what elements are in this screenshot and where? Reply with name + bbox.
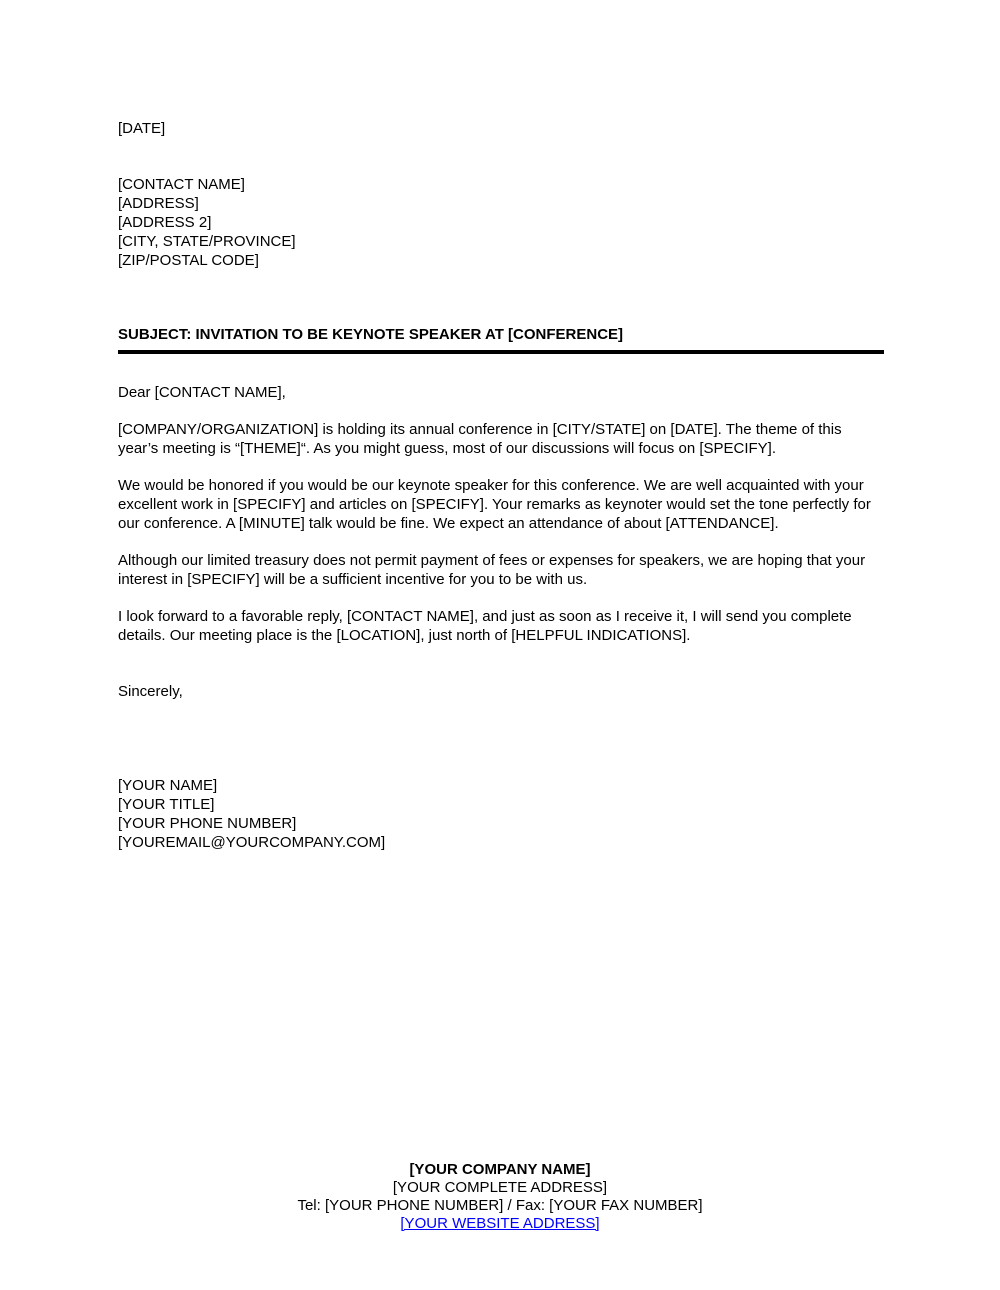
signature-title: [YOUR TITLE] xyxy=(118,796,215,813)
body-paragraph-2: We would be honored if you would be our keynote speaker for this conference. We are well acquainted with your excellent work in [SPECIFY] and articles on [SPECIFY]. Your remarks as keynoter would set the tone perfectly for our conference. A [MINUTE] talk would be fine. We expect an attendance of about [ATTENDANCE]. xyxy=(118,477,871,532)
subject-line: SUBJECT: INVITATION TO BE KEYNOTE SPEAKER AT [CONFERENCE] xyxy=(118,326,624,343)
footer-tel-fax: Tel: [YOUR PHONE NUMBER] / Fax: [YOUR FAX NUMBER] xyxy=(297,1197,703,1214)
recipient-zip: [ZIP/POSTAL CODE] xyxy=(118,252,259,269)
subject-divider-rule xyxy=(118,350,884,354)
recipient-city-state: [CITY, STATE/PROVINCE] xyxy=(118,233,296,250)
recipient-address-2: [ADDRESS 2] xyxy=(118,214,212,231)
date-line: [DATE] xyxy=(118,120,166,137)
footer-company-name: [YOUR COMPANY NAME] xyxy=(409,1161,591,1178)
body-paragraph-1: [COMPANY/ORGANIZATION] is holding its annual conference in [CITY/STATE] on [DATE]. The theme of this year’s meeting is “[THEME]“. As you might guess, most of our discussions will focus on [SPECIFY]. xyxy=(118,421,842,457)
signature-name: [YOUR NAME] xyxy=(118,777,218,794)
recipient-block xyxy=(118,175,884,270)
recipient-contact-name: [CONTACT NAME] xyxy=(118,176,245,193)
body-paragraph-4: I look forward to a favorable reply, [CONTACT NAME], and just as soon as I receive it, I will send you complete details. Our meeting place is the [LOCATION], just north of [HELPFUL INDICATIONS]. xyxy=(118,608,852,644)
recipient-address: [ADDRESS] xyxy=(118,195,199,212)
salutation: Dear [CONTACT NAME], xyxy=(118,384,286,401)
footer-block xyxy=(0,1161,1000,1233)
signature-block xyxy=(118,776,884,852)
closing: Sincerely, xyxy=(118,683,183,700)
signature-phone: [YOUR PHONE NUMBER] xyxy=(118,815,297,832)
signature-email: [YOUREMAIL@YOURCOMPANY.COM] xyxy=(118,834,386,851)
website-link[interactable]: [YOUR WEBSITE ADDRESS] xyxy=(400,1215,600,1232)
body-paragraph-3: Although our limited treasury does not permit payment of fees or expenses for speakers, we are hoping that your interest in [SPECIFY] will be a sufficient incentive for you to be with us. xyxy=(118,552,866,588)
footer-company-address: [YOUR COMPLETE ADDRESS] xyxy=(392,1179,608,1196)
